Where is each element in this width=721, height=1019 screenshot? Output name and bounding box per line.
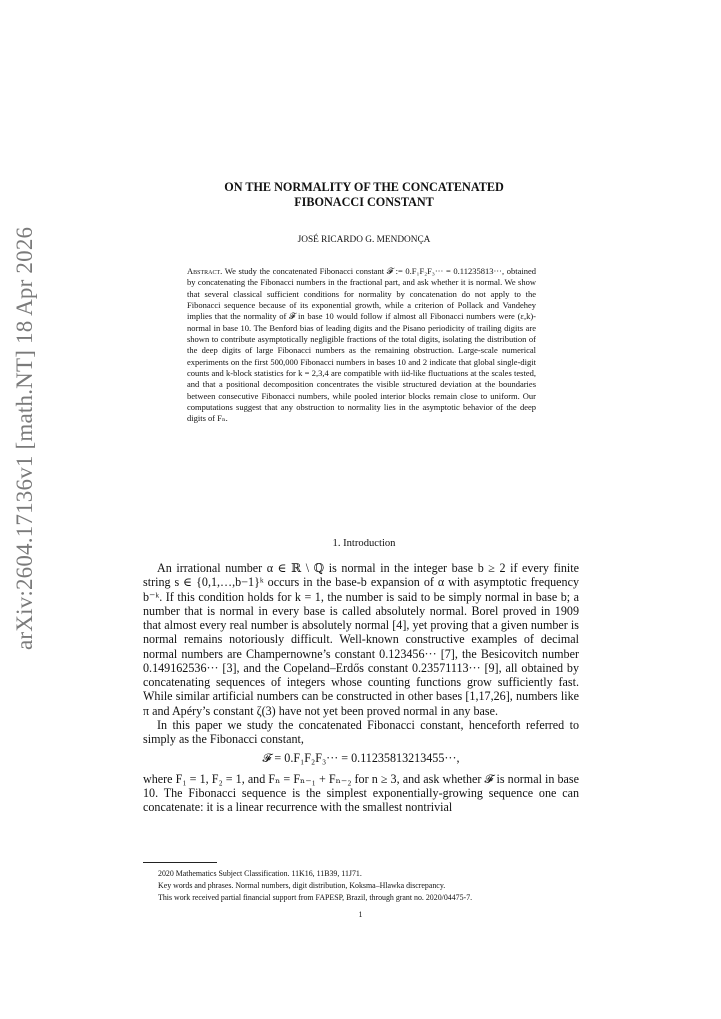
abstract-text: We study the concatenated Fibonacci constant 𝓕 := 0.F₁F₂F₃··· = 0.11235813···, obtained by concatenating the Fibonacci numbers in the fractional part, and ask whether it is normal. We show that several classical sufficient conditions for normality by concatenation do not apply to the Fibonacci sequence because of its exponential growth, while a criterion of Pollack and Vandehey implies that the normality of 𝓕 in base 10 would follow if almost all Fibonacci numbers were (ε,k)-normal in base 10. The Benford bias of leading digits and the Pisano periodicity of trailing digits are shown to contribute asymptotically negligible fractions of the total digits, isolating the distribution of the deep digits of large Fibonacci numbers as the remaining obstruction. Large-scale numerical experiments on the first 500,000 Fibonacci numbers in bases 10 and 2 indicate that global single-digit counts and k-block statistics for k = 2,3,4 are compatible with iid-like fluctuations at the scales tested, and that a positional decomposition concentrates the visible structured deviation at the boundaries between consecutive Fibonacci numbers, while pooled interior blocks remain close to uniform. Our computations suggest that any obstruction to normality lies in the asymptotic behavior of the deep digits of Fₙ. — [187, 266, 536, 424]
footnote-rule — [143, 862, 217, 863]
abstract — [187, 266, 536, 425]
section-heading: 1. Introduction — [332, 538, 396, 549]
abstract-label: Abstract. — [187, 266, 223, 276]
paragraph-2: In this paper we study the concatenated Fibonacci constant, henceforth referred to simply as the Fibonacci constant, — [143, 717, 579, 746]
paper-title — [150, 180, 578, 210]
page-number: 1 — [358, 910, 363, 919]
body-text — [143, 561, 579, 814]
title-line-2: FIBONACCI CONSTANT — [294, 195, 434, 209]
footnotes — [158, 868, 588, 904]
footnote-msc: 2020 Mathematics Subject Classification. 11K16, 11B39, 11J71. — [158, 869, 362, 878]
display-equation: 𝓕 = 0.F₁F₂F₃··· = 0.11235813213455···, — [262, 751, 460, 766]
paragraph-1: An irrational number α ∈ ℝ \ ℚ is normal in the integer base b ≥ 2 if every finite string s ∈ {0,1,…,b−1}ᵏ occurs in the base-b expansion of α with asymptotic frequency b⁻ᵏ. If this condition holds for k = 1, the number is said to be simply normal in base b; a number that is normal in every base is called absolutely normal. Borel proved in 1909 that almost every real number is absolutely normal [4], yet proving that a given number is normal remains notoriously difficult. Well-known constructive examples of decimal normal numbers are Champernowne’s constant 0.123456··· [7], the Besicovitch number 0.149162536··· [3], and the Copeland–Erdős constant 0.23571113··· [9], all obtained by concatenating sequences of integers whose counting functions grow sufficiently fast. While similar artificial numbers can be constructed in other bases [1,17,26], numbers like π and Apéry’s constant ζ(3) have not yet been proved normal in any base. — [143, 561, 579, 718]
author: JOSÉ RICARDO G. MENDONÇA — [297, 235, 431, 245]
footnote-keywords: Key words and phrases. Normal numbers, digit distribution, Koksma–Hlawka discrepancy. — [158, 881, 446, 890]
title-line-1: ON THE NORMALITY OF THE CONCATENATED — [224, 180, 504, 194]
footnote-funding: This work received partial financial support from FAPESP, Brazil, through grant no. 2020/04475-7. — [158, 893, 473, 902]
arxiv-identifier: arXiv:2604.17136v1 [math.NT] 18 Apr 2026 — [12, 226, 37, 650]
paragraph-3: where F₁ = 1, F₂ = 1, and Fₙ = Fₙ₋₁ + Fₙ₋₂ for n ≥ 3, and ask whether 𝓕 is normal in base 10. The Fibonacci sequence is the simplest exponentially-growing sequence one can concatenate: it is a linear recurrence with the smallest nontrivial — [143, 771, 579, 814]
